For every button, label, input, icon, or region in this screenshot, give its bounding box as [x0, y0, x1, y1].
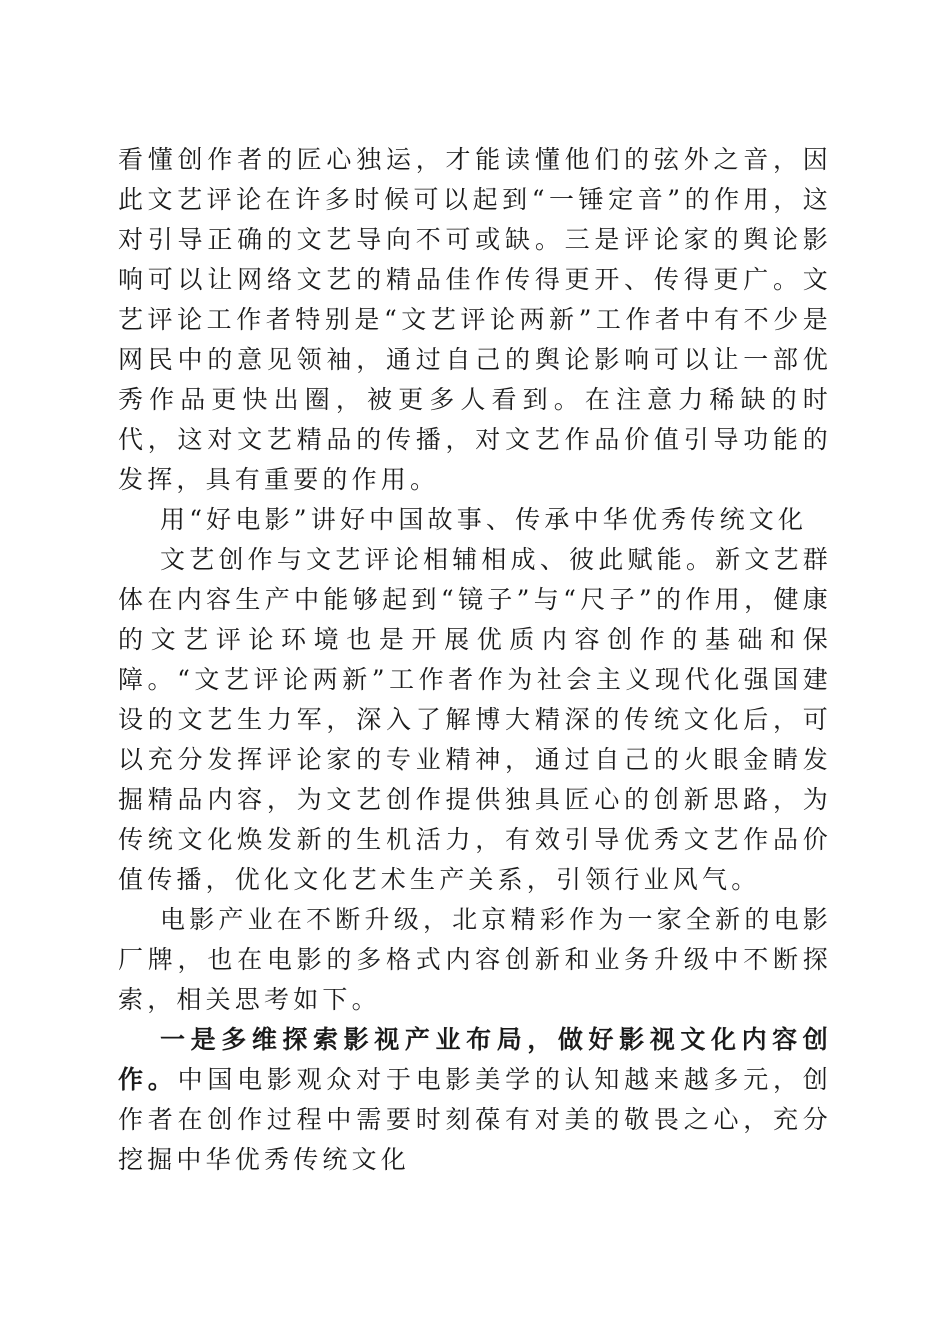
paragraph-point-one [118, 1020, 832, 1180]
point-one-lead: 一是多维探索影视产业布局，做好影视文化内容创作。 [118, 1025, 832, 1094]
point-one-body: 中国电影观众对于电影美学的认知越来越多元，创作者在创作过程中需要时刻葆有对美的敬畏之心，充分挖掘中华优秀传统文化 [118, 1065, 833, 1174]
paragraph-continuation: 看懂创作者的匠心独运，才能读懂他们的弦外之音，因此文艺评论在许多时候可以起到“一锤定音”的作用，这对引导正确的文艺导向不可或缺。三是评论家的舆论影响可以让网络文艺的精品佳作传得更开、传得更广。文艺评论工作者特别是“文艺评论两新”工作者中有不少是网民中的意见领袖，通过自己的舆论影响可以让一部优秀作品更快出圈，被更多人看到。在注意力稀缺的时代，这对文艺精品的传播，对文艺作品价值引导功能的发挥，具有重要的作用。 [118, 145, 832, 494]
paragraph-art-criticism: 文艺创作与文艺评论相辅相成、彼此赋能。新文艺群体在内容生产中能够起到“镜子”与“尺子”的作用，健康的文艺评论环境也是开展优质内容创作的基础和保障。“文艺评论两新”工作者作为社会主义现代化强国建设的文艺生力军，深入了解博大精深的传统文化后，可以充分发挥评论家的专业精神，通过自己的火眼金睛发掘精品内容，为文艺创作提供独具匠心的创新思路，为传统文化焕发新的生机活力，有效引导优秀文艺作品价值传播，优化文化艺术生产关系，引领行业风气。 [118, 545, 832, 894]
paragraph-film-industry: 电影产业在不断升级，北京精彩作为一家全新的电影厂牌，也在电影的多格式内容创新和业务升级中不断探索，相关思考如下。 [118, 905, 832, 1014]
section-heading: 用“好电影”讲好中国故事、传承中华优秀传统文化 [160, 505, 808, 534]
document-page [118, 140, 832, 1180]
